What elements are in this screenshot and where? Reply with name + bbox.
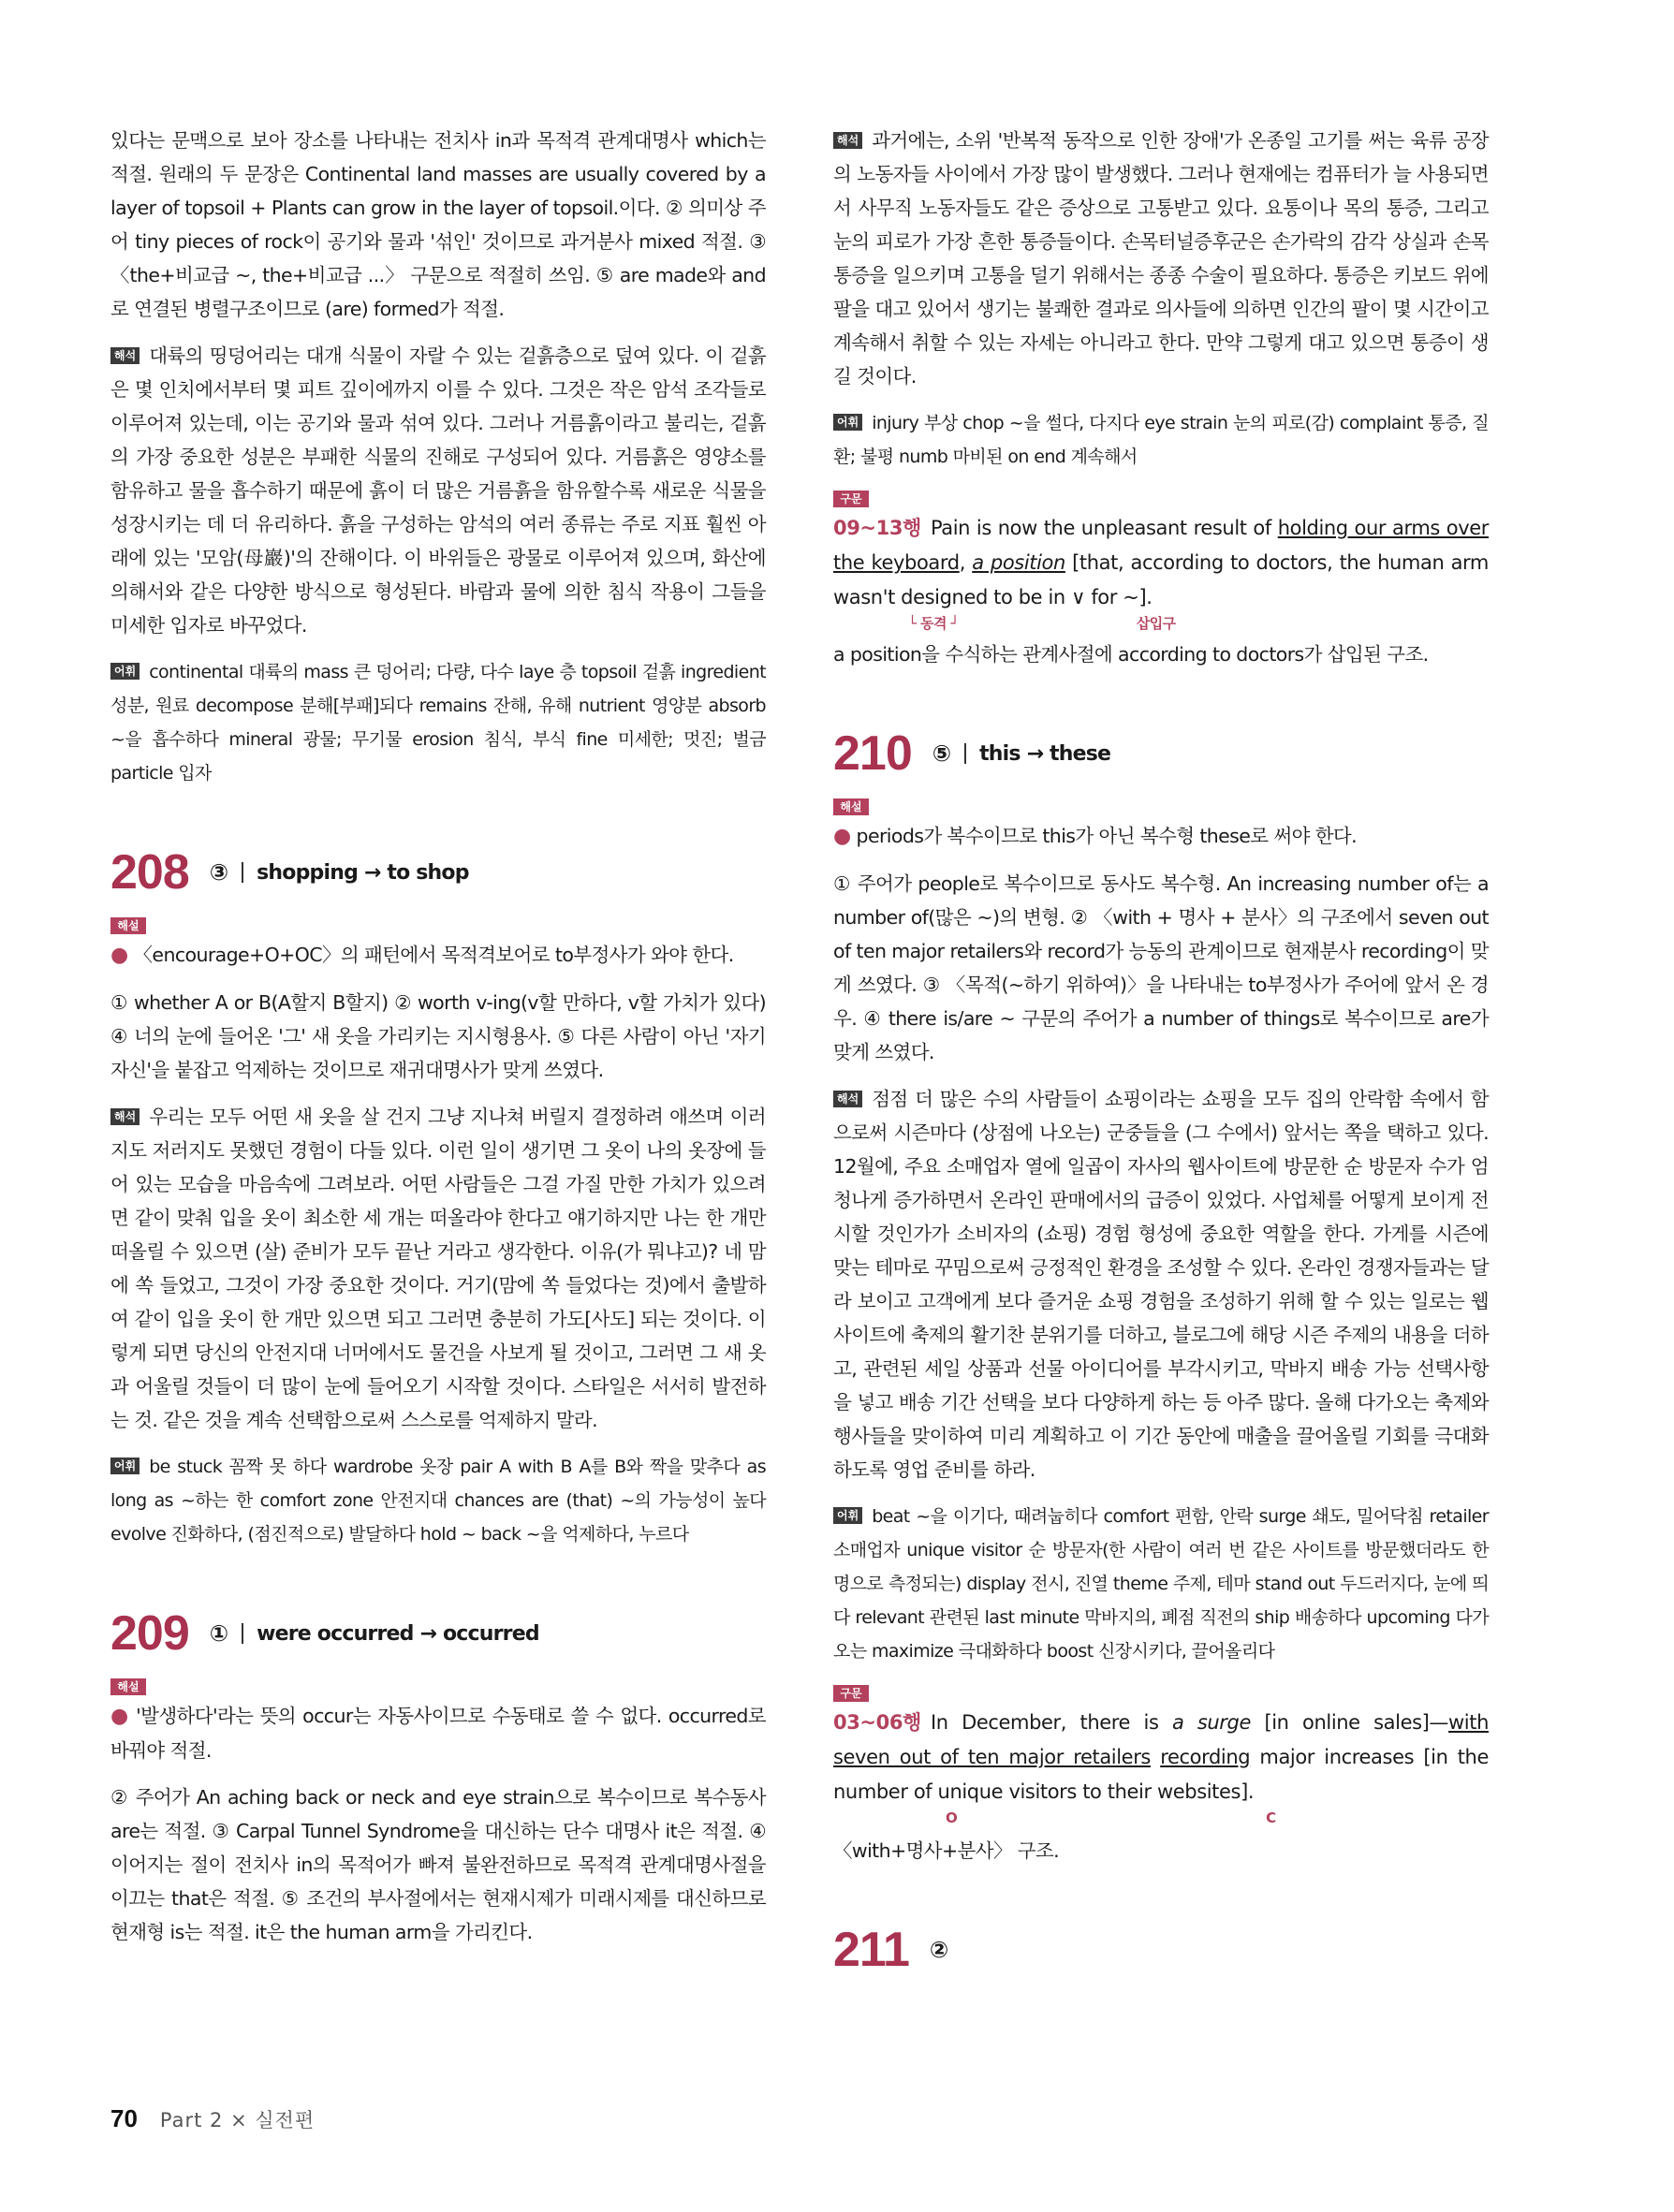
- page-number: 70: [110, 2104, 138, 2132]
- syntax-tag: 구문: [833, 491, 869, 507]
- divider: [242, 862, 243, 883]
- vocabulary-block: 어휘 beat ~을 이기다, 때려눕히다 comfort 편함, 안락 surge 쇄도, 밀어닥침 retailer 소매업자 unique visitor 순 방문자(한 사람이 여러 번 같은 사이트를 방문했더라도 한 명으로 측정되는) display 전시, 진열 theme 주제, 테마 stand out 두드러지다, 눈에 띄다 relevant 관련된 last minute 막바지의, 폐점 직전의 ship 배송하다 upcoming 다가오는 maximize 극대화하다 boost 신장시키다, 끌어올리다: [833, 1506, 1489, 1662]
- answer-mark: ①: [209, 1620, 229, 1647]
- key-point: ● 〈encourage+O+OC〉의 패턴에서 목적격보어로 to부정사가 와야 한다.: [110, 944, 734, 967]
- correction-text: were occurred → occurred: [257, 1621, 539, 1646]
- question-211-header: [833, 1922, 1489, 1978]
- right-column: [833, 124, 1489, 1995]
- translation-paragraph: 해석 점점 더 많은 수의 사람들이 쇼핑이라는 쇼핑을 모두 집의 안락함 속에서 함으로써 시즌마다 (상점에 나오는) 군중들을 (그 수에서) 앞서는 쪽을 택하고 있다. 12월에, 주요 소매업자 열에 일곱이 자사의 웹사이트에 방문한 순 방문자 수가 엄청나게 증가하면서 온라인 판매에서의 급증이 있었다. 사업체를 어떻게 보이게 전시할 것인가가 소비자의 (쇼핑) 경험 형성에 중요한 역할을 한다. 가게를 시즌에 맞는 테마로 꾸밈으로써 긍정적인 환경을 조성할 수 있다. 온라인 경쟁자들과는 달라 보이고 고객에게 보다 즐거운 쇼핑 경험을 조성하기 위해 할 수 있는 일로는 웹사이트에 축제의 활기찬 분위기를 더하고, 블로그에 해당 시즌 주제의 내용을 더하고, 관련된 세일 상품과 선물 아이디어를 부각시키고, 막바지 배송 가능 선택사항을 넣고 배송 기간 선택을 보다 다양하게 하는 등 아주 많다. 올해 다가오는 축제와 행사들을 맞이하여 미리 계획하고 이 기간 동안에 매출을 끌어올릴 기회를 극대화하도록 영업 준비를 하라.: [833, 1088, 1489, 1481]
- bullet-icon: ●: [833, 825, 851, 848]
- option-notes: ① whether A or B(A할지 B할지) ② worth v-ing(v할 만하다, v할 가치가 있다) ④ 너의 눈에 들어온 '그' 새 옷을 가리키는 지시형용사. ⑤ 다른 사람이 아닌 '자기 자신'을 붙잡고 억제하는 것이므로 재귀대명사가 맞게 쓰였다.: [110, 991, 766, 1081]
- bullet-icon: ●: [110, 1705, 129, 1728]
- divider: [242, 1623, 243, 1644]
- annotation-insertion: 삽입구: [1136, 615, 1176, 632]
- syntax-annotations: [833, 1809, 1489, 1826]
- syntax-sentence: 03~06행 In December, there is a surge [in online sales]—with seven out of ten major retailers recording major increases [in the number of unique visitors to their websites].: [833, 1711, 1489, 1803]
- vocabulary-block: 어휘 injury 부상 chop ~을 썰다, 다지다 eye strain 눈의 피로(감) complaint 통증, 질환; 불평 numb 마비된 on end 계속해서: [833, 413, 1489, 467]
- translation-paragraph: 해석 대륙의 띵덩어리는 대개 식물이 자랄 수 있는 겉흙층으로 덮여 있다. 이 겉흙은 몇 인치에서부터 몇 피트 깊이에까지 이를 수 있다. 그것은 작은 암석 조각들로 이루어져 있는데, 이는 공기와 물과 섞여 있다. 그러나 거름흙이라고 불리는, 겉흙의 가장 중요한 성분은 부패한 식물의 진해로 구성되어 있다. 거름흙은 영양소를 함유하고 물을 흡수하기 때문에 흙이 더 많은 거름흙을 함유할수록 새로운 식물을 성장시키는 데 더 유리하다. 흙을 구성하는 암석의 여러 종류는 주로 지표 훨씬 아래에 있는 '모암(母巖)'의 잔해이다. 이 바위들은 광물로 이루어져 있으며, 화산에 의해서와 같은 다양한 방식으로 형성된다. 바람과 물에 의한 침식 작용이 그들을 미세한 입자로 바꾸었다.: [110, 344, 766, 637]
- option-notes: ① 주어가 people로 복수이므로 동사도 복수형. An increasing number of는 a number of(많은 ~)의 변형. ② 〈with + 명사 + 분사〉의 구조에서 seven out of ten major retailers와 record가 능동의 관계이므로 현재분사 recording이 맞게 쓰였다. ③ 〈목적(~하기 위하여)〉을 나타내는 to부정사가 주어에 앞서 온 경우. ④ there is/are ~ 구문의 주어가 a number of things로 복수이므로 are가 맞게 쓰였다.: [833, 872, 1489, 1063]
- syntax-description: 〈with+명사+분사〉 구조.: [833, 1839, 1060, 1862]
- vocab-tag: 어휘: [833, 414, 862, 431]
- question-number: 208: [110, 845, 189, 900]
- question-208-header: [110, 844, 766, 901]
- option-notes: ② 주어가 An aching back or neck and eye strain으로 복수이므로 복수동사 are는 적절. ③ Carpal Tunnel Syndrome을 대신하는 단수 대명사 it은 적절. ④ 이어지는 절이 전치사 in의 목적어가 빠져 불완전하므로 목적격 관계대명사절을 이끄는 that은 적절. ⑤ 조건의 부사절에서는 현재시제가 미래시제를 대신하므로 현재형 is는 적절. it은 the human arm을 가리킨다.: [110, 1786, 766, 1943]
- explanation-tag: 해설: [833, 798, 869, 815]
- explanation-tag: 해설: [110, 917, 146, 934]
- correction-text: this → these: [979, 741, 1111, 766]
- annotation-object: O: [946, 1809, 958, 1826]
- translation-tag: 해석: [110, 1108, 140, 1125]
- translation-paragraph: 해석 과거에는, 소위 '반복적 동작으로 인한 장애'가 온종일 고기를 써는 육류 공장의 노동자들 사이에서 가장 많이 발생했다. 그러나 현재에는 컴퓨터가 늘 사용되면서 사무직 노동자들도 같은 증상으로 고통받고 있다. 요통이나 목의 통증, 그리고 눈의 피로가 가장 흔한 통증들이다. 손목터널증후군은 손가락의 감각 상실과 손목 통증을 일으키며 고통을 덜기 위해서는 종종 수술이 필요하다. 통증은 키보드 위에 팔을 대고 있어서 생기는 불쾌한 결과로 의사들에 의하면 인간의 팔이 몇 시간이고 계속해서 취할 수 있는 자세는 아니라고 한다. 만약 그렇게 대고 있으면 통증이 생길 것이다.: [833, 129, 1489, 388]
- vocabulary-block: 어휘 be stuck 꼼짝 못 하다 wardrobe 옷장 pair A with B A를 B와 짝을 맞추다 as long as ~하는 한 comfort zone 안전지대 chances are (that) ~의 가능성이 높다 evolve 진화하다, (점진적으로) 발달하다 hold ~ back ~을 억제하다, 누르다: [110, 1457, 766, 1545]
- syntax-sentence: 09~13행 Pain is now the unpleasant result of holding our arms over the keyboard, a position [that, according to doctors, the human arm wasn't designed to be in ∨ for ~].: [833, 517, 1489, 608]
- answer-mark: ⑤: [932, 740, 952, 767]
- question-number: 211: [833, 1923, 909, 1977]
- translation-tag: 해석: [833, 132, 862, 149]
- divider: [964, 743, 966, 764]
- line-range: 09~13행: [833, 517, 921, 539]
- annotation-appositive: └ 동격 ┘: [908, 615, 959, 632]
- vocabulary-block: 어휘 continental 대륙의 mass 큰 덩어리; 다량, 다수 laye 층 topsoil 겉흙 ingredient 성분, 원료 decompose 분해[부패]되다 remains 잔해, 유해 nutrient 영양분 absorb ~을 흡수하다 mineral 광물; 무기물 erosion 침식, 부식 fine 미세한; 멋진; 벌금 particle 입자: [110, 662, 766, 784]
- vocab-tag: 어휘: [110, 663, 140, 680]
- question-number: 210: [833, 726, 912, 781]
- line-range: 03~06행: [833, 1711, 921, 1734]
- translation-paragraph: 해석 우리는 모두 어떤 새 옷을 살 건지 그냥 지나쳐 버릴지 결정하려 애쓰며 이러지도 저러지도 못했던 경험이 다들 있다. 이런 일이 생기면 그 옷이 나의 옷장에 들어 있는 모습을 마음속에 그려보라. 어떤 사람들은 그걸 가질 만한 가치가 있으려면 같이 맞춰 입을 옷이 최소한 세 개는 떠올라야 한다고 얘기하지만 나는 한 개만 떠올릴 수 있으면 (살) 준비가 모두 끝난 거라고 생각한다. 이유(가 뭐냐고)? 네 맘에 쏙 들었고, 그것이 가장 중요한 것이다. 거기(맘에 쏙 들었다는 것)에서 출발하여 같이 입을 옷이 한 개만 있으면 되고 그러면 충분히 가도[사도] 되는 것이다. 이렇게 되면 당신의 안전지대 너머에서도 물건을 사보게 될 것이고, 그러면 그 새 옷과 어울릴 것들이 더 많이 눈에 들어오기 시작할 것이다. 스타일은 서서히 발전하는 것. 같은 것을 계속 선택함으로써 스스로를 억제하지 말라.: [110, 1106, 766, 1431]
- syntax-tag: 구문: [833, 1685, 869, 1702]
- bullet-icon: ●: [110, 944, 128, 967]
- question-number: 209: [110, 1606, 189, 1661]
- question-210-header: [833, 725, 1489, 782]
- key-point: ● periods가 복수이므로 this가 아닌 복수형 these로 써야 한다.: [833, 825, 1358, 848]
- part-label: Part 2 × 실전편: [159, 2108, 316, 2131]
- explanation-tag: 해설: [110, 1678, 146, 1695]
- page-footer: [110, 2104, 315, 2133]
- key-point: ● '발생하다'라는 뜻의 occur는 자동사이므로 수동태로 쓸 수 없다. occurred로 바꿔야 적절.: [110, 1705, 766, 1762]
- syntax-annotations: [833, 615, 1489, 632]
- answer-mark: ③: [209, 859, 229, 886]
- translation-tag: 해석: [833, 1091, 862, 1107]
- left-column: [110, 124, 766, 1962]
- syntax-description: a position을 수식하는 관계사절에 according to doctors가 삽입된 구조.: [833, 643, 1429, 666]
- correction-text: shopping → to shop: [257, 860, 469, 885]
- explanation-paragraph: 있다는 문맥으로 보아 장소를 나타내는 전치사 in과 목적격 관계대명사 which는 적절. 원래의 두 문장은 Continental land masses are usually covered by a layer of topsoil + Plants can grow in the layer of topsoil.이다. ② 의미상 주어 tiny pieces of rock이 공기와 물과 '섞인' 것이므로 과거분사 mixed 적절. ③ 〈the+비교급 ~, the+비교급 ...〉 구문으로 적절히 쓰임. ⑤ are made와 and로 연결된 병렬구조이므로 (are) formed가 적절.: [110, 129, 766, 320]
- annotation-complement: C: [1266, 1809, 1276, 1826]
- translation-tag: 해석: [110, 347, 140, 364]
- answer-mark: ②: [929, 1937, 949, 1963]
- question-209-header: [110, 1605, 766, 1662]
- vocab-tag: 어휘: [833, 1507, 862, 1524]
- vocab-tag: 어휘: [110, 1458, 140, 1474]
